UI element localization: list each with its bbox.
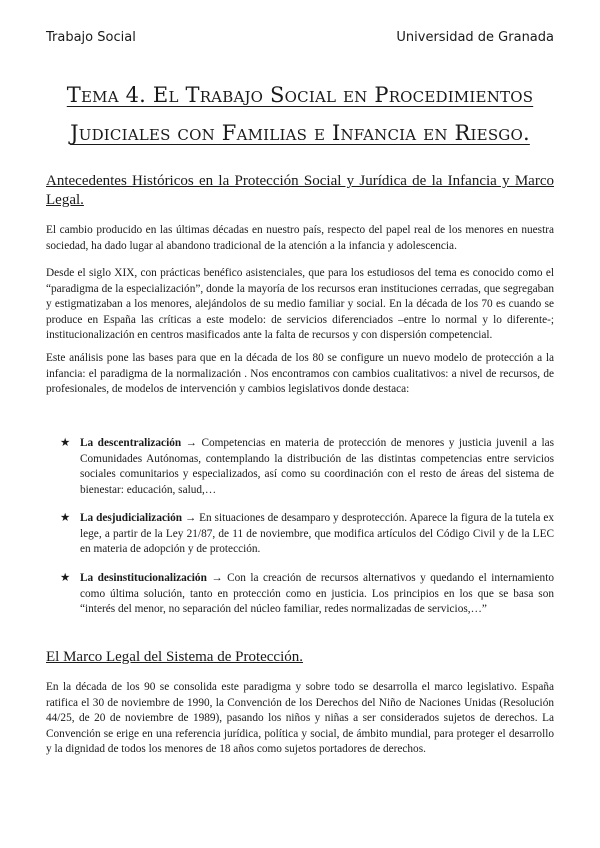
page-header — [46, 30, 554, 48]
paragraph-2: Desde el siglo XIX, con prácticas benéfico asistenciales, que para los estudiosos del tema es conocido como el “paradigma de la especialización”, donde la mayoría de los recursos eran instituciones cerradas, que segregaban y estigmatizaban a los menores, alejándolos de su medio familiar y social. En la década de los 70 es cuando se produce en España las críticas a este modelo: de servicios diferenciados –entre lo normal y lo diferente-; institucionalización en centros masificados ante la falta de recursos y con dispersión competencial. — [46, 267, 554, 342]
bullet-text: → Competencias en materia de protección de menores y justicia juvenil a las Comunidades Autónomas, contemplando la distribución de las distintas competencias entre servicios sociales comunitarios y especializados, así como su coordinación con el resto de áreas del sistema de bienestar: educación, salud,… — [80, 437, 554, 496]
section-heading-antecedentes: Antecedentes Históricos en la Protección Social y Jurídica de la Infancia y Marco Legal. — [46, 173, 554, 208]
document-title: Tema 4. El Trabajo Social en Procedimientos Judiciales con Familias e Infancia en Riesgo. — [66, 83, 534, 145]
list-item — [60, 511, 554, 558]
bullet-term: La desjudicialización — [80, 512, 183, 524]
bullet-text: → Con la creación de recursos alternativos y quedando el internamiento como última solución, tanto en protección como en justicia. Los principios en los que se basa son “interés del menor, no separación del núcleo familiar, redes normalizadas de servicios,…” — [80, 572, 554, 616]
bullet-term: La descentralización — [80, 437, 182, 449]
bullet-text: → En situaciones de desamparo y desprotección. Aparece la figura de la tutela ex lege, a partir de la Ley 21/87, de 11 de noviembre, que modifica artículos del Código Civil y de la LEC en materia de adopción y de protección. — [80, 512, 554, 556]
paragraph-4: En la década de los 90 se consolida este paradigma y sobre todo se desarrolla el marco legislativo. España ratifica el 30 de noviembre de 1990, la Convención de los Derechos del Niño de Naciones Unidas (Resolución 44/25, de 20 de noviembre de 1989), pasando los niños y niñas a ser considerados sujetos de derechos. La Convención se erige en una referencia jurídica, política y social, de ámbito mundial, para proteger el desarrollo y la dignidad de todos los menores de 18 años como sujetos portadores de derechos. — [46, 681, 554, 756]
header-left: Trabajo Social — [46, 30, 136, 45]
list-item — [60, 571, 554, 618]
bullet-term: La desinstitucionalización — [80, 572, 207, 584]
star-icon: ★ — [60, 572, 71, 584]
list-item — [60, 436, 554, 498]
paragraph-1: El cambio producido en las últimas décadas en nuestro país, respecto del papel real de los menores en nuestra sociedad, ha dado lugar al abandono tradicional de la atención a la infancia y adolescencia. — [46, 224, 554, 252]
header-right: Universidad de Granada — [396, 30, 554, 45]
section-heading-marco-legal: El Marco Legal del Sistema de Protección. — [46, 649, 303, 665]
star-icon: ★ — [60, 437, 71, 449]
paragraph-3: Este análisis pone las bases para que en la década de los 80 se configure un nuevo modelo de protección a la infancia: el paradigma de la normalización . Nos encontramos con cambios cualitativos: a nivel de recursos, de profesionales, de modelos de intervención y cambios legislativos donde destaca: — [46, 352, 554, 396]
star-icon: ★ — [60, 512, 71, 524]
